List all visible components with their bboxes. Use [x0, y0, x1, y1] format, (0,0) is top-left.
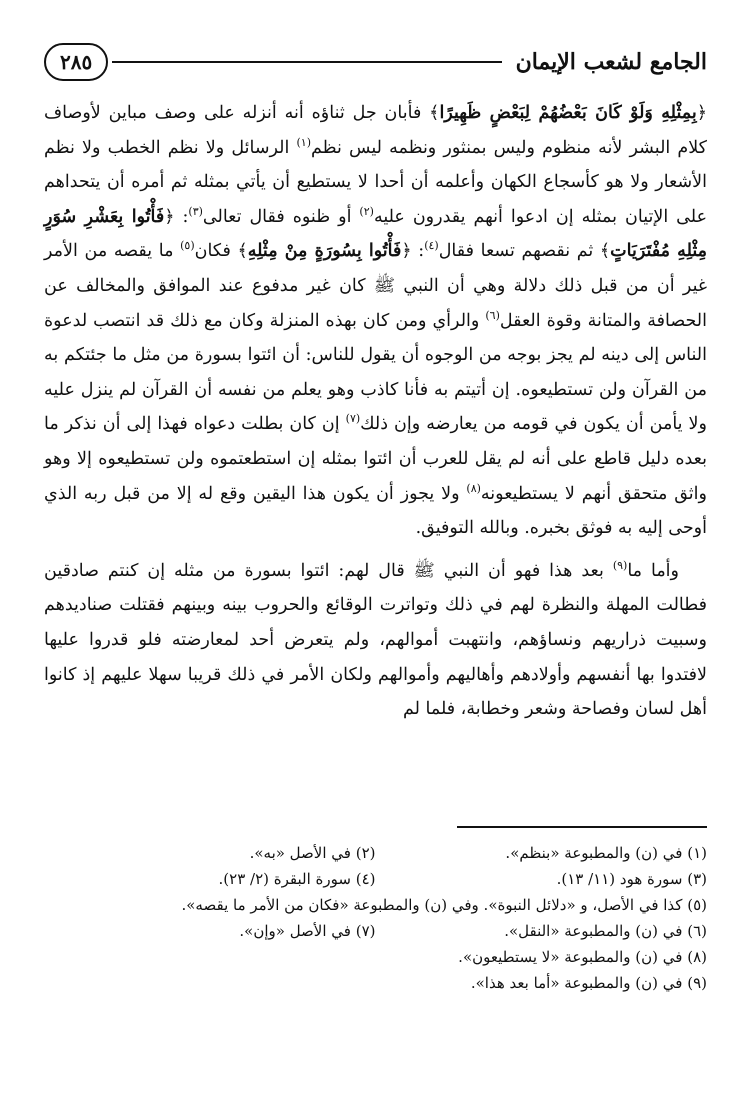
- text-run: ﴿: [696, 103, 707, 123]
- footnote-9: (٩) في (ن) والمطبوعة «أما بعد هذا».: [470, 974, 707, 992]
- text-run: وأما ما: [627, 560, 680, 581]
- footnote-8: (٨) في (ن) والمطبوعة «لا يستطيعون».: [458, 948, 707, 966]
- footnote-2: (٢) في الأصل «به».: [249, 844, 376, 862]
- footnote-ref: (٧): [345, 412, 361, 426]
- footnote-ref: (٤): [424, 239, 439, 253]
- footnote-7: (٧) في الأصل «وإن».: [239, 922, 376, 940]
- running-title: الجامع لشعب الإيمان: [515, 49, 707, 75]
- footnote-row: [44, 970, 707, 996]
- quran-verse: فَأْتُوا بِعَشْرِ سُوَرٍ مِثْلِهِ مُفْتَرَيَاتٍ: [44, 206, 708, 262]
- footnote-3: (٣) سورة هود (١١/ ١٣).: [556, 870, 707, 888]
- text-run: ما يقصه من الأمر غير أن من قبل ذلك دلالة وهي أن النبي ﷺ كان غير مدفوع عند الموافق والمخالف عن الحصافة والمتانة وقوة العقل: [44, 241, 707, 331]
- footnote-ref: (٥): [180, 239, 195, 253]
- quran-verse: فَأْتُوا بِسُورَةٍ مِنْ مِثْلِهِ: [247, 241, 402, 262]
- text-run: : ﴿: [401, 241, 425, 262]
- footnote-ref: (٢): [359, 204, 374, 218]
- paragraph-2: [44, 554, 707, 727]
- footnotes: [44, 840, 707, 996]
- text-run: ولا يجوز أن يكون هذا اليقين وقع له إلا من قبل ربه الذي أوحى إليه به فوثق بخبره. وبالله التوفيق.: [44, 483, 707, 539]
- footnote-4: (٤) سورة البقرة (٢/ ٢٣).: [218, 870, 376, 888]
- footnote-5: (٥) كذا في الأصل، و «دلائل النبوة». وفي (ن) والمطبوعة «فكان من الأمر ما يقصه».: [181, 896, 707, 914]
- page-number: ٢٨٥: [44, 43, 108, 81]
- footnote-row: [44, 918, 707, 944]
- footnote-separator: [457, 826, 707, 828]
- footnote-ref: (٨): [466, 481, 481, 495]
- text-run: أو ظنوه فقال تعالى: [202, 206, 360, 227]
- footnote-6: (٦) في (ن) والمطبوعة «النقل».: [504, 922, 707, 940]
- paragraph-1: [44, 96, 707, 546]
- footnote-ref: (١): [296, 135, 311, 149]
- text-run: : ﴿: [164, 206, 189, 227]
- text-run: والرأي ومن كان بهذه المنزلة وكان مع ذلك قد انتصب لدعوة الناس إلى دينه لم يجز بوجه من الوجوه أن يقول للناس: أن ائتوا بسورة من مثل ما جئتكم به من القرآن ولن تستطيعوه. إن أتيتم به فأنا كاذب وهو يعلم من نفسه أن القرآن لم ينزل عليه ولا يأمن أن يكون في قومه من يعارضه وإن ذلك: [44, 310, 707, 435]
- main-text: [44, 96, 707, 727]
- footnote-row: [44, 866, 707, 892]
- text-run: ﴾ فكان: [194, 241, 248, 262]
- footnote-row: [44, 892, 707, 918]
- header-rule: [112, 61, 501, 63]
- footnote-1: (١) في (ن) والمطبوعة «بنظم».: [505, 844, 707, 862]
- text-run: ﴾ فأبان جل ثناؤه أنه أنزله على وصف مباين لأوصاف كلام البشر لأنه منظوم وليس بمنثور ونظمه ليس نظم: [44, 103, 708, 158]
- footnote-ref: (٩): [612, 558, 628, 572]
- footnote-ref: (٣): [188, 204, 203, 218]
- text-run: ﴾ ثم نقصهم تسعا فقال: [438, 241, 611, 262]
- footnote-row: [44, 944, 707, 970]
- footnote-ref: (٦): [485, 308, 500, 322]
- text-run: بعد هذا فهو أن النبي ﷺ قال لهم: ائتوا بسورة من مثله إن كنتم صادقين فطالت المهلة والنظرة لهم في ذلك وتواترت الوقائع والحروب بينه وبينهم فقتلت صناديدهم وسبيت ذراريهم ونساؤهم، وانتهبت أموالهم، ولم يتعرض أحد لمعارضته فلو قدروا عليها لافتدوا بها أنفسهم وأولادهم وأهاليهم وأموالهم ولكان الأمر في ذلك قريبا سهلا عليهم إذ كانوا أهل لسان وفصاحة وشعر وخطابة، فلما لم: [44, 560, 707, 720]
- text-run: إن كان بطلت دعواه فهذا إلى أن نذكر ما بعده دليل قاطع على أنه لم يقل للعرب أن ائتوا بمثله إن استطعتموه ولن تستطيعوه إلا وهو واثق متحقق أنهم لا يستطيعونه: [44, 414, 707, 504]
- page-header: [44, 40, 707, 84]
- quran-verse: بِمِثْلِهِ وَلَوْ كَانَ بَعْضُهُمْ لِبَعْضٍ ظَهِيرًا: [439, 103, 697, 123]
- text-run: الرسائل ولا نظم الخطب ولا نظم الأشعار ولا هو كأسجاع الكهان وأعلمه أن أحدا لا يستطيع أن يأتي بمثله ثم أمره أن يتحداهم على الإتيان بمثله إن ادعوا أنهم يقدرون عليه: [44, 137, 708, 227]
- footnote-row: [44, 840, 707, 866]
